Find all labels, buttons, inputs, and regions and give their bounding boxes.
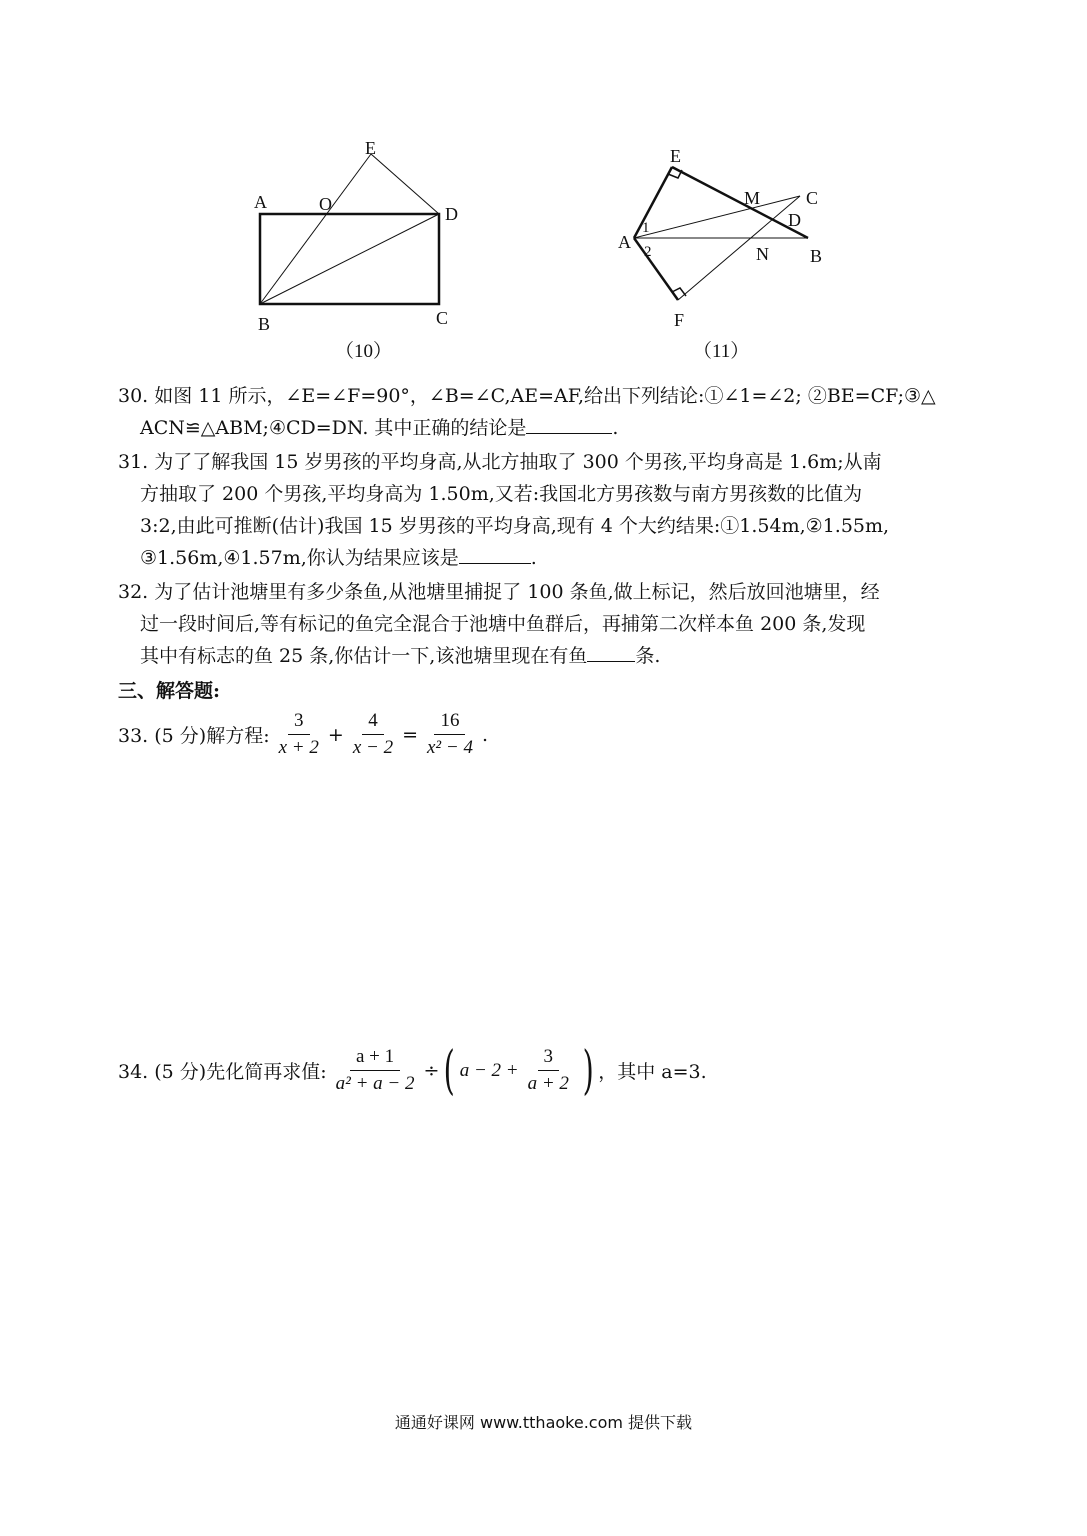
question-32-line-3-text: 其中有标志的鱼 25 条,你估计一下,该池塘里现在有鱼 [140, 645, 588, 667]
label-m: M [744, 188, 761, 208]
segment-af [634, 238, 678, 300]
question-32-line-3 [118, 640, 988, 672]
label-a: A [618, 232, 631, 252]
q33-fraction-1-numerator: 3 [288, 708, 310, 735]
label-angle-2: 2 [644, 244, 652, 260]
label-e: E [670, 146, 681, 166]
q33-equals-sign: = [402, 723, 418, 746]
q33-fraction-3-denominator: x² − 4 [427, 737, 473, 758]
figure-10 [240, 130, 480, 330]
question-30 [118, 380, 988, 444]
question-34 [118, 1040, 707, 1101]
q33-fraction-1-denominator: x + 2 [278, 737, 319, 758]
question-31-line-3: 3:2,由此可推断(估计)我国 15 岁男孩的平均身高,现有 4 个大约结果:①1.54m,②1.55m, [140, 515, 890, 537]
label-angle-1: 1 [642, 220, 650, 236]
question-33-prefix: 33. (5 分)解方程: [118, 725, 270, 747]
q34-fraction-1-denominator: a² + a − 2 [335, 1073, 415, 1094]
question-32-line-1: 32. 为了估计池塘里有多少条鱼,从池塘里捕捉了 100 条鱼,做上标记，然后放回池塘里，经 [118, 581, 880, 603]
q33-plus-sign: + [327, 723, 344, 746]
q34-close-paren: ) [582, 1040, 594, 1101]
label-b: B [258, 314, 271, 330]
label-a: A [254, 192, 267, 212]
figure-11 [610, 140, 840, 340]
label-f: F [674, 310, 685, 330]
label-d: D [788, 210, 801, 230]
question-31-line-4 [118, 542, 988, 574]
page-footer: 通通好课网 www.tthaoke.com 提供下载 [394, 1413, 693, 1432]
q33-fraction-1 [273, 708, 325, 761]
q34-open-paren: ( [443, 1040, 456, 1101]
figure-11-diagram [610, 140, 840, 340]
q33-fraction-3-numerator: 16 [434, 708, 465, 735]
figure-10-diagram [240, 130, 480, 330]
question-31-line-4-end: . [530, 547, 537, 569]
answer-blank-30[interactable] [526, 413, 612, 434]
section-heading-3: 三、解答题: [118, 680, 221, 702]
label-c: C [806, 188, 819, 208]
question-30-line-2 [118, 412, 988, 444]
question-31 [118, 446, 988, 574]
q34-division-sign: ÷ [423, 1059, 440, 1082]
question-32-line-3-end: 条. [635, 645, 661, 667]
q34-inner-expression: a − 2 + [459, 1059, 519, 1081]
question-34-suffix: ，其中 a=3. [598, 1061, 707, 1083]
segment-bd [260, 214, 439, 304]
question-31-line-4-text: ③1.56m,④1.57m,你认为结果应该是 [140, 547, 459, 569]
q34-fraction-2 [522, 1044, 575, 1097]
figure-10-caption: （10） [335, 341, 393, 362]
q33-fraction-3 [421, 708, 479, 761]
answer-blank-32[interactable] [587, 641, 635, 662]
q34-fraction-1 [330, 1044, 421, 1097]
question-30-line-1: 30. 如图 11 所示，∠E=∠F=90°，∠B=∠C,AE=AF,给出下列结论:①∠1=∠2; ②BE=CF;③△ [118, 385, 936, 407]
question-33 [118, 708, 488, 761]
label-e: E [365, 138, 376, 158]
q33-fraction-2-numerator: 4 [362, 708, 384, 735]
q33-fraction-2 [347, 708, 399, 761]
question-30-line-2-end: . [612, 417, 619, 439]
figure-11-caption: （11） [693, 341, 750, 362]
segment-be [260, 154, 371, 304]
label-o: O [319, 194, 332, 214]
question-34-prefix: 34. (5 分)先化简再求值: [118, 1061, 327, 1083]
q34-fraction-2-denominator: a + 2 [527, 1073, 569, 1094]
question-32 [118, 576, 988, 672]
question-32-line-2: 过一段时间后,等有标记的鱼完全混合于池塘中鱼群后，再捕第二次样本鱼 200 条,发现 [140, 613, 866, 635]
question-31-line-2: 方抽取了 200 个男孩,平均身高为 1.50m,又若:我国北方男孩数与南方男孩数的比值为 [140, 483, 863, 505]
label-d: D [445, 204, 458, 224]
q34-fraction-2-numerator: 3 [538, 1044, 560, 1071]
label-n: N [756, 244, 769, 264]
segment-ae [634, 167, 672, 238]
q34-fraction-1-numerator: a + 1 [350, 1044, 400, 1071]
segment-ed [371, 154, 439, 214]
question-31-line-1: 31. 为了了解我国 15 岁男孩的平均身高,从北方抽取了 300 个男孩,平均身高是 1.6m;从南 [118, 451, 882, 473]
label-b: B [810, 246, 823, 266]
question-30-line-2-text: ACN≌△ABM;④CD=DN. 其中正确的结论是 [140, 417, 527, 439]
q33-end-period: . [481, 723, 488, 746]
answer-blank-31[interactable] [459, 543, 531, 564]
label-c: C [436, 308, 449, 328]
q33-fraction-2-denominator: x − 2 [352, 737, 394, 758]
